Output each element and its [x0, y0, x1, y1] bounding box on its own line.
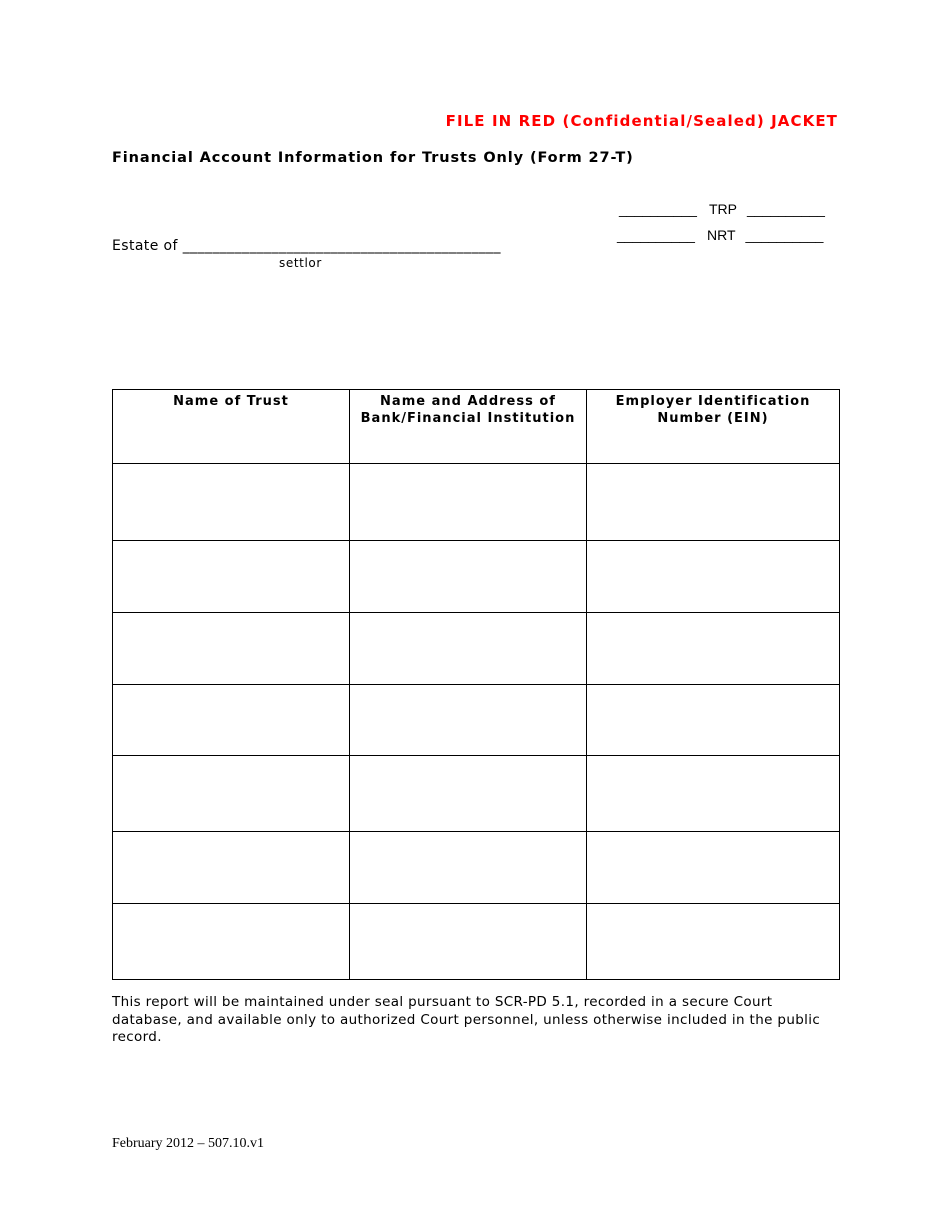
trust-name-cell[interactable] [113, 541, 350, 613]
bank-cell[interactable] [350, 685, 587, 756]
trust-accounts-table [112, 389, 840, 980]
form-title: Financial Account Information for Trusts Only (Form 27-T) [112, 150, 634, 166]
ein-cell[interactable] [587, 685, 840, 756]
trust-name-cell[interactable] [113, 832, 350, 904]
bank-cell[interactable] [350, 541, 587, 613]
estate-field[interactable] [112, 238, 501, 254]
header-name-of-trust: Name of Trust [113, 390, 350, 464]
nrt-blank-after: __________ [745, 227, 824, 243]
table-row [113, 904, 840, 980]
bank-cell[interactable] [350, 832, 587, 904]
table-row [113, 756, 840, 832]
table-row [113, 613, 840, 685]
ein-cell[interactable] [587, 613, 840, 685]
trust-name-cell[interactable] [113, 613, 350, 685]
bank-cell[interactable] [350, 464, 587, 541]
ein-cell[interactable] [587, 832, 840, 904]
table-header-row [113, 390, 840, 464]
estate-blank[interactable]: ___________________________________________ [182, 238, 501, 254]
trp-label: TRP [709, 201, 737, 217]
ein-cell[interactable] [587, 541, 840, 613]
trust-name-cell[interactable] [113, 685, 350, 756]
bank-cell[interactable] [350, 756, 587, 832]
confidentiality-notice: This report will be maintained under seal pursuant to SCR-PD 5.1, recorded in a secure Court database, and available only to authorized Court personnel, unless otherwise included in the public record. [112, 994, 821, 1045]
jacket-notice: FILE IN RED (Confidential/Sealed) JACKET [445, 112, 838, 130]
ein-cell[interactable] [587, 756, 840, 832]
table-row [113, 832, 840, 904]
header-bank-name-address: Name and Address of Bank/Financial Institution [350, 390, 587, 464]
trp-code-row [619, 201, 827, 217]
bank-cell[interactable] [350, 613, 587, 685]
form-version-footer: February 2012 – 507.10.v1 [112, 1136, 265, 1151]
table-row [113, 541, 840, 613]
nrt-blank-before: __________ [617, 227, 695, 243]
ein-cell[interactable] [587, 904, 840, 980]
trust-name-cell[interactable] [113, 756, 350, 832]
ein-cell[interactable] [587, 464, 840, 541]
header-ein: Employer Identification Number (EIN) [587, 390, 840, 464]
nrt-code-row [617, 227, 826, 243]
trust-name-cell[interactable] [113, 464, 350, 541]
nrt-label: NRT [707, 227, 736, 243]
settlor-label: settlor [279, 256, 322, 270]
table-row [113, 464, 840, 541]
table-row [113, 685, 840, 756]
trp-blank-after: __________ [747, 201, 825, 217]
bank-cell[interactable] [350, 904, 587, 980]
estate-label: Estate of [112, 238, 178, 254]
trp-blank-before: __________ [619, 201, 697, 217]
trust-name-cell[interactable] [113, 904, 350, 980]
